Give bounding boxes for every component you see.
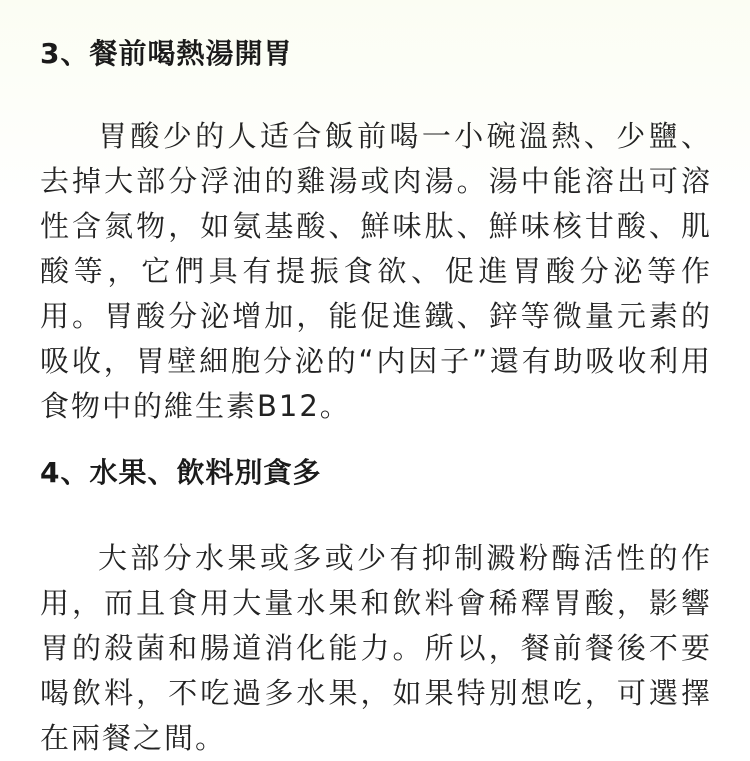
section-3-heading: 3、餐前喝熱湯開胃: [40, 37, 293, 70]
section-3-paragraph: 胃酸少的人适合飯前喝一小碗溫熱、少鹽、去掉大部分浮油的雞湯或肉湯。湯中能溶出可溶性含氮物，如氨基酸、鮮味肽、鮮味核甘酸、肌酸等，它們具有提振食欲、促進胃酸分泌等作用。胃酸分泌增加，能促進鐵、鋅等微量元素的吸收，胃壁細胞分泌的“内因子”還有助吸收利用食物中的維生素B12。: [40, 119, 712, 423]
section-4-paragraph: 大部分水果或多或少有抑制澱粉酶活性的作用，而且食用大量水果和飲料會稀釋胃酸，影響胃的殺菌和腸道消化能力。所以，餐前餐後不要喝飲料，不吃過多水果，如果特別想吃，可選擇在兩餐之間。: [40, 541, 712, 755]
section-4-heading: 4、水果、飲料別貪多: [40, 456, 322, 489]
